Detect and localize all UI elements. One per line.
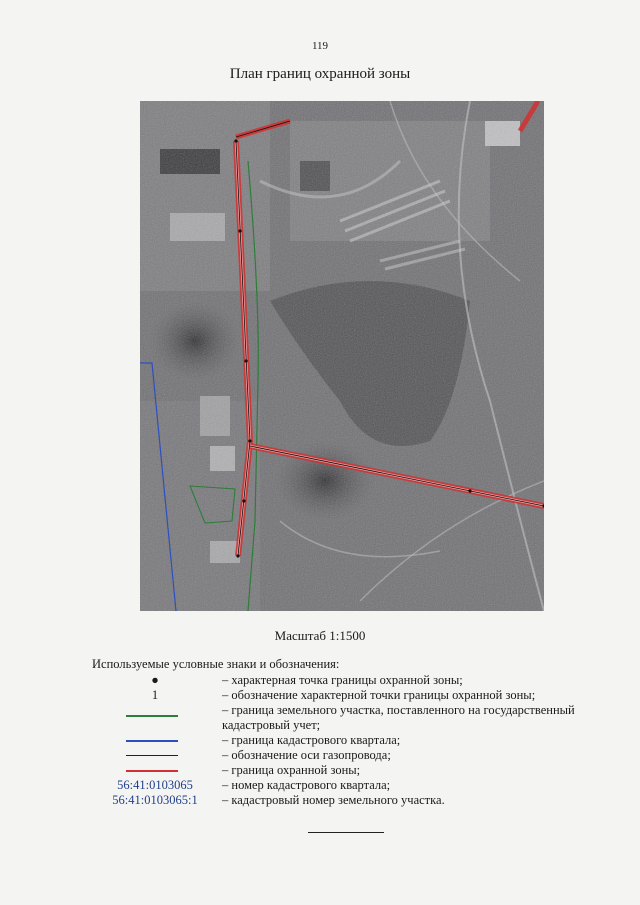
legend-heading: Используемые условные знаки и обозначения:: [92, 657, 340, 671]
legend-item-gas-axis: [0, 748, 640, 763]
legend-item-text: – граница охранной зоны;: [222, 763, 361, 777]
page-title: План границ охранной зоны: [229, 66, 411, 82]
footer-divider: [308, 832, 384, 833]
red-line-icon: [126, 770, 178, 772]
page-number: 119: [311, 40, 329, 52]
legend-item-land-plot-boundary: [0, 703, 640, 732]
map-drawing: [140, 101, 544, 611]
legend-item-zone-boundary: [0, 763, 640, 778]
legend-item-quarter-number: [0, 778, 640, 793]
point-symbol-icon: ●: [151, 673, 159, 687]
legend-item-point: [0, 673, 640, 688]
legend-item-text: – характерная точка границы охранной зоны;: [222, 673, 463, 687]
green-line-icon: [126, 715, 178, 717]
legend-item-point-label: [0, 688, 640, 703]
legend-item-text: – номер кадастрового квартала;: [222, 778, 391, 792]
map-scale: Масштаб 1:1500: [274, 628, 366, 643]
aerial-map: [140, 101, 544, 611]
legend-symbol-code: 56:41:0103065: [117, 778, 193, 792]
legend-symbol-code: 56:41:0103065:1: [112, 793, 198, 807]
legend-item-text: – обозначение оси газопровода;: [222, 748, 391, 762]
legend-symbol-text: 1: [151, 688, 159, 702]
legend-item-cadastral-number: [0, 793, 640, 808]
blue-line-icon: [126, 740, 178, 742]
legend-item-quarter-boundary: [0, 733, 640, 748]
legend-item-text: – граница кадастрового квартала;: [222, 733, 401, 747]
legend-item-text: – кадастровый номер земельного участка.: [222, 793, 445, 807]
black-line-icon: [126, 755, 178, 756]
legend-item-text: – граница земельного участка, поставленного на государственный кадастровый учет;: [222, 703, 575, 732]
legend-item-text: – обозначение характерной точки границы охранной зоны;: [222, 688, 536, 702]
